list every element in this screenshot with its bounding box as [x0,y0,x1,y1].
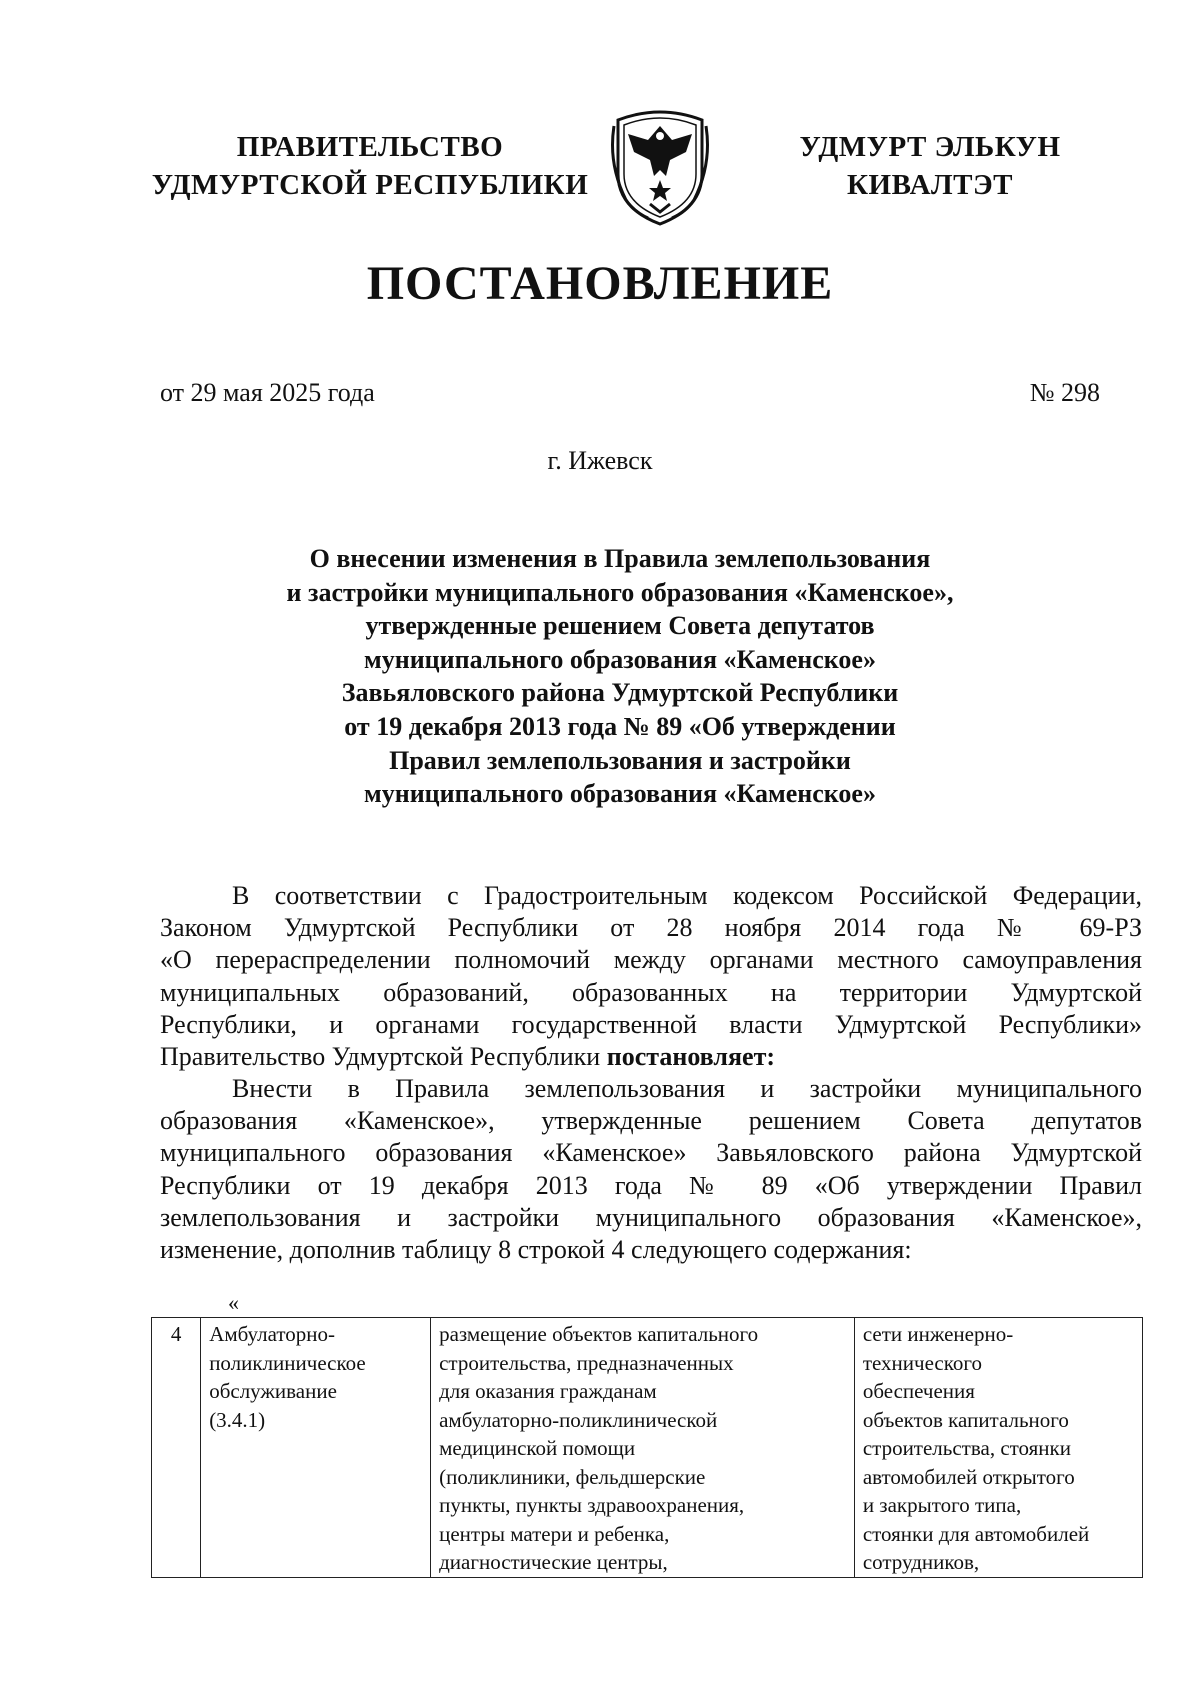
paragraph-line: Республики, и органами государственной власти Удмуртской Республики» [160,1009,1142,1039]
udmurt-emblem-icon [604,104,716,226]
subject-line: О внесении изменения в Правила землепользования [309,544,931,573]
paragraph-line [160,1041,1142,1073]
decree-authority: Правительство Удмуртской Республики [160,1041,607,1071]
document-date: от 29 мая 2025 года [160,378,375,407]
zoning-table [151,1317,1143,1578]
header-right-line2: КИВАЛТЭТ [846,169,1013,201]
subject-line: муниципального образования «Каменское» [364,644,876,674]
row-number: 4 [170,1322,182,1346]
cell-line: сотрудников, [862,1550,980,1574]
paragraph-line: В соответствии с Градостроительным кодексом Российской Федерации, [232,881,1142,910]
paragraph-line: Республики от 19 декабря 2013 года № 89 «Об утверждении Правил [160,1170,1142,1200]
quote-mark: « [228,1290,239,1315]
paragraph-line: образования «Каменское», утвержденные решением Совета депутатов [160,1106,1142,1136]
cell-line: диагностические центры, [439,1550,668,1574]
table-cell-auxiliary [854,1318,1142,1578]
cell-line: и закрытого типа, [862,1493,1022,1517]
table-cell-number [152,1318,201,1578]
paragraph-line: «О перераспределении полномочий между органами местного самоуправления [160,945,1142,975]
table-cell-use-type [201,1318,431,1578]
paragraph-line: землепользования и застройки муниципального образования «Каменское», [160,1202,1142,1232]
table-row [152,1318,1143,1578]
cell-line: строительства, предназначенных [439,1350,734,1375]
paragraph-preamble [160,880,1142,1073]
table-cell-description [431,1318,855,1578]
subject-line: Правил землепользования и застройки [389,745,851,775]
document-number: № 298 [1029,378,1100,407]
header-left [150,128,590,204]
header-left-line1: ПРАВИТЕЛЬСТВО [236,131,504,163]
cell-line: сети инженерно- [862,1322,1014,1346]
cell-line: пункты, пункты здравоохранения, [439,1493,745,1517]
paragraph-amendment [160,1073,1142,1266]
cell-line: (3.4.1) [209,1407,266,1432]
cell-line: автомобилей открытого [862,1464,1075,1489]
header-right [780,128,1080,204]
cell-line: обеспечения [862,1379,975,1403]
cell-line: объектов капитального [862,1407,1069,1432]
paragraph-line: Внести в Правила землепользования и застройки муниципального [232,1074,1142,1103]
cell-line: строительства, стоянки [862,1436,1071,1460]
cell-line: амбулаторно-поликлинической [439,1407,718,1432]
subject-line: и застройки муниципального образования «Каменское», [286,577,954,607]
header-right-line1: УДМУРТ ЭЛЬКУН [799,131,1061,163]
cell-line: (поликлиники, фельдшерские [439,1464,706,1489]
subject-line: муниципального образования «Каменское» [364,779,876,809]
cell-line: технического [862,1350,982,1375]
document-title: ПОСТАНОВЛЕНИЕ [366,257,834,310]
document-subject [150,542,1090,811]
subject-line: от 19 декабря 2013 года № 89 «Об утверждении [344,711,896,741]
document-city: г. Ижевск [547,446,653,475]
subject-line: Завьяловского района Удмуртской Республики [341,678,899,708]
cell-line: медицинской помощи [439,1436,636,1460]
cell-line: для оказания гражданам [439,1379,657,1403]
cell-line: размещение объектов капитального [439,1322,759,1346]
cell-line: Амбулаторно- [209,1322,335,1346]
cell-line: поликлиническое [209,1350,366,1375]
header-left-line2: УДМУРТСКОЙ РЕСПУБЛИКИ [151,169,589,201]
paragraph-line: муниципального образования «Каменское» Завьяловского района Удмуртской [160,1138,1142,1168]
subject-line: утвержденные решением Совета депутатов [365,611,875,641]
paragraph-line: изменение, дополнив таблицу 8 строкой 4 следующего содержания: [160,1234,912,1264]
cell-line: обслуживание [209,1379,337,1403]
paragraph-line: муниципальных образований, образованных на территории Удмуртской [160,977,1142,1007]
cell-line: стоянки для автомобилей [862,1521,1090,1546]
decree-verb: постановляет: [606,1041,775,1071]
paragraph-line: Законом Удмуртской Республики от 28 ноября 2014 года № 69-РЗ [160,913,1142,943]
cell-line: центры матери и ребенка, [439,1521,670,1546]
